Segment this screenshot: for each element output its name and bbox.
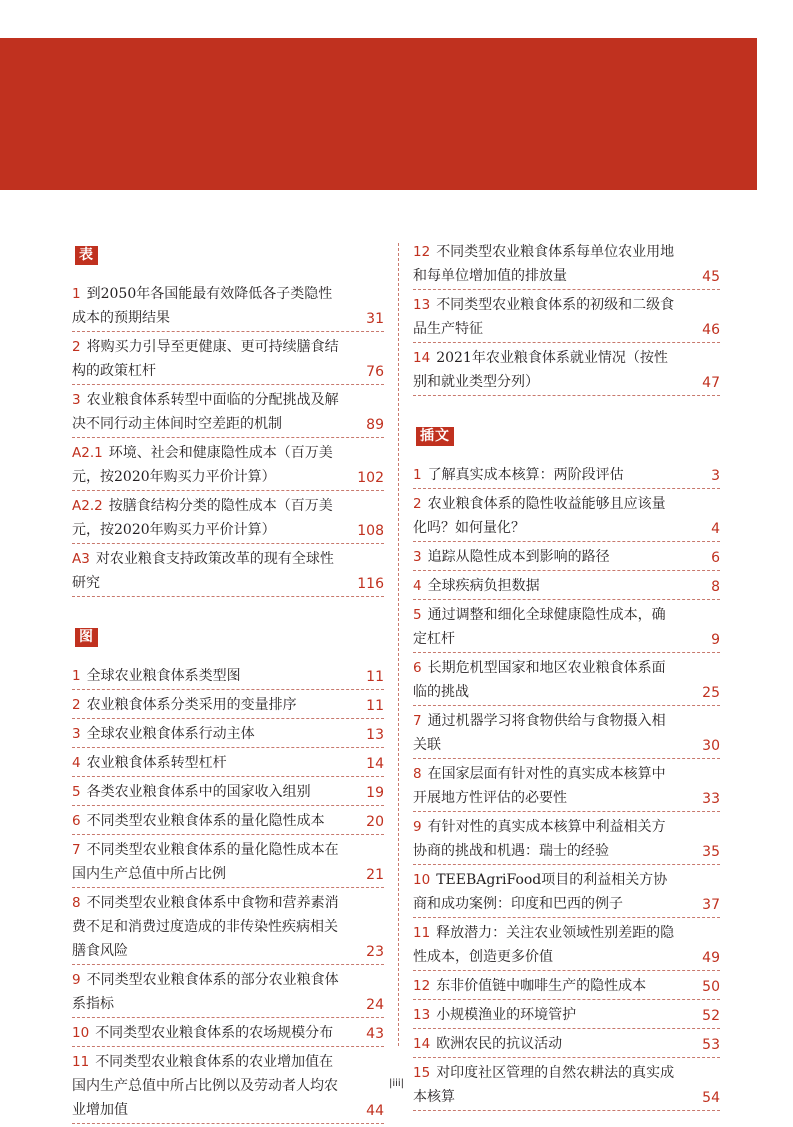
toc-entry-title: 到2050年各国能最有效降低各子类隐性成本的预期结果 xyxy=(72,286,333,326)
toc-entry[interactable] xyxy=(413,656,720,706)
toc-entry-page: 52 xyxy=(702,1008,720,1024)
toc-entry[interactable] xyxy=(413,603,720,653)
toc-entry-number: 4 xyxy=(72,755,81,771)
toc-entry-page: 102 xyxy=(357,470,384,486)
toc-entry-title: 农业粮食体系转型中面临的分配挑战及解决不同行动主体间时空差距的机制 xyxy=(72,392,339,432)
toc-entry-title: 了解真实成本核算：两阶段评估 xyxy=(427,467,624,483)
toc-entry-page: 19 xyxy=(366,785,384,801)
toc-entry-number: 12 xyxy=(413,978,431,994)
toc-entry-title: 不同类型农业粮食体系的农场规模分布 xyxy=(95,1025,334,1041)
toc-entry-page: 49 xyxy=(702,950,720,966)
toc-entry-number: 9 xyxy=(72,972,81,988)
toc-entry[interactable] xyxy=(72,664,384,690)
toc-entry-number: 9 xyxy=(413,819,422,835)
toc-entry-number: A3 xyxy=(72,551,90,567)
toc-entry-number: 11 xyxy=(72,1054,90,1070)
toc-entry[interactable] xyxy=(72,968,384,1018)
tables-heading: 表 xyxy=(75,244,384,264)
toc-entry-page: 46 xyxy=(702,322,720,338)
toc-entry-title: 不同类型农业粮食体系每单位农业用地和每单位增加值的排放量 xyxy=(413,244,675,284)
toc-entry-number: 6 xyxy=(413,660,422,676)
toc-entry[interactable] xyxy=(72,693,384,719)
toc-entry-title: 农业粮食体系转型杠杆 xyxy=(86,755,227,771)
toc-entry-page: 14 xyxy=(366,756,384,772)
toc-entry-title: 各类农业粮食体系中的国家收入组别 xyxy=(86,784,311,800)
toc-entry-number: 2 xyxy=(72,697,81,713)
boxes-heading: 插文 xyxy=(416,425,720,445)
toc-entry-title: 全球疾病负担数据 xyxy=(427,578,540,594)
toc-entry-number: 1 xyxy=(72,286,81,302)
toc-entry[interactable] xyxy=(72,282,384,332)
figures-list xyxy=(72,664,384,1124)
toc-entry[interactable] xyxy=(413,574,720,600)
toc-entry[interactable] xyxy=(413,492,720,542)
toc-entry-number: 1 xyxy=(72,668,81,684)
toc-entry-number: 10 xyxy=(413,872,431,888)
toc-entry-title: TEEBAgriFood项目的利益相关方协商和成功案例：印度和巴西的例子 xyxy=(413,872,668,912)
toc-entry-number: A2.1 xyxy=(72,445,103,461)
toc-entry-title: 全球农业粮食体系类型图 xyxy=(86,668,241,684)
toc-entry-number: 7 xyxy=(72,842,81,858)
toc-entry-page: 37 xyxy=(702,897,720,913)
toc-entry-number: 14 xyxy=(413,1036,431,1052)
toc-entry[interactable] xyxy=(72,441,384,491)
toc-entry-number: 4 xyxy=(413,578,422,594)
toc-entry[interactable] xyxy=(413,815,720,865)
toc-entry-number: 10 xyxy=(72,1025,90,1041)
header-banner xyxy=(0,38,757,190)
toc-entry-number: 5 xyxy=(72,784,81,800)
toc-entry-page: 20 xyxy=(366,814,384,830)
column-divider xyxy=(398,243,399,1046)
toc-entry-page: 43 xyxy=(366,1026,384,1042)
tables-list xyxy=(72,282,384,597)
toc-entry-number: A2.2 xyxy=(72,498,103,514)
toc-entry[interactable] xyxy=(72,780,384,806)
toc-entry[interactable] xyxy=(413,293,720,343)
toc-entry-title: 环境、社会和健康隐性成本（百万美元，按2020年购买力平价计算） xyxy=(72,445,333,485)
toc-entry-title: 不同类型农业粮食体系的部分农业粮食体系指标 xyxy=(72,972,339,1012)
toc-entry-page: 8 xyxy=(711,579,720,595)
toc-entry-page: 9 xyxy=(711,632,720,648)
toc-entry-page: 89 xyxy=(366,417,384,433)
toc-entry-page: 76 xyxy=(366,364,384,380)
toc-entry[interactable] xyxy=(413,762,720,812)
toc-entry-page: 45 xyxy=(702,269,720,285)
figures-list-continued xyxy=(413,240,720,396)
toc-entry[interactable] xyxy=(72,838,384,888)
toc-entry-number: 14 xyxy=(413,350,431,366)
toc-entry-title: 在国家层面有针对性的真实成本核算中开展地方性评估的必要性 xyxy=(413,766,666,806)
toc-entry-number: 15 xyxy=(413,1065,431,1081)
toc-entry-page: 50 xyxy=(702,979,720,995)
toc-entry-page: 108 xyxy=(357,523,384,539)
toc-entry-page: 11 xyxy=(366,669,384,685)
toc-entry-title: 不同类型农业粮食体系中食物和营养素消费不足和消费过度造成的非传染性疾病相关膳食风险 xyxy=(72,895,339,959)
toc-entry-page: 6 xyxy=(711,550,720,566)
toc-entry-page: 21 xyxy=(366,867,384,883)
toc-entry-page: 35 xyxy=(702,844,720,860)
toc-entry-page: 44 xyxy=(366,1103,384,1119)
toc-entry-number: 13 xyxy=(413,297,431,313)
toc-entry-title: 对印度社区管理的自然农耕法的真实成本核算 xyxy=(413,1065,675,1105)
toc-entry-number: 13 xyxy=(413,1007,431,1023)
toc-left-column xyxy=(72,240,384,1127)
toc-entry-title: 不同类型农业粮食体系的农业增加值在国内生产总值中所占比例以及劳动者人均农业增加值 xyxy=(72,1054,338,1118)
toc-entry[interactable] xyxy=(72,388,384,438)
toc-entry-page: 116 xyxy=(357,576,384,592)
toc-entry-number: 3 xyxy=(72,726,81,742)
toc-entry[interactable] xyxy=(413,545,720,571)
toc-entry-page: 47 xyxy=(702,375,720,391)
toc-entry-page: 23 xyxy=(366,944,384,960)
toc-entry[interactable] xyxy=(413,974,720,1000)
toc-entry-number: 1 xyxy=(413,467,422,483)
toc-entry[interactable] xyxy=(72,751,384,777)
toc-entry-title: 农业粮食体系的隐性收益能够且应该量化吗？如何量化？ xyxy=(413,496,666,536)
toc-entry-page: 4 xyxy=(711,521,720,537)
figures-heading: 图 xyxy=(75,626,384,646)
toc-right-column xyxy=(413,240,720,1114)
toc-entry-number: 6 xyxy=(72,813,81,829)
toc-entry-title: 东非价值链中咖啡生产的隐性成本 xyxy=(436,978,647,994)
toc-entry-number: 8 xyxy=(413,766,422,782)
toc-entry[interactable] xyxy=(72,494,384,544)
toc-entry-page: 54 xyxy=(702,1090,720,1106)
toc-entry[interactable] xyxy=(413,1032,720,1058)
toc-entry-number: 12 xyxy=(413,244,431,260)
toc-entry-page: 24 xyxy=(366,997,384,1013)
toc-entry-number: 3 xyxy=(72,392,81,408)
toc-entry-title: 欧洲农民的抗议活动 xyxy=(436,1036,563,1052)
toc-entry-number: 5 xyxy=(413,607,422,623)
toc-entry[interactable] xyxy=(413,868,720,918)
toc-entry[interactable] xyxy=(72,891,384,965)
toc-entry[interactable] xyxy=(413,463,720,489)
toc-entry[interactable] xyxy=(72,1021,384,1047)
toc-entry-title: 2021年农业粮食体系就业情况（按性别和就业类型分列） xyxy=(413,350,668,390)
toc-entry[interactable] xyxy=(413,240,720,290)
toc-entry-title: 追踪从隐性成本到影响的路径 xyxy=(427,549,610,565)
boxes-list xyxy=(413,463,720,1111)
toc-entry-page: 30 xyxy=(702,738,720,754)
toc-entry-title: 有针对性的真实成本核算中利益相关方协商的挑战和机遇：瑞士的经验 xyxy=(413,819,666,859)
toc-entry[interactable] xyxy=(413,346,720,396)
toc-entry-number: 3 xyxy=(413,549,422,565)
toc-entry-page: 13 xyxy=(366,727,384,743)
toc-entry-title: 按膳食结构分类的隐性成本（百万美元，按2020年购买力平价计算） xyxy=(72,498,333,538)
toc-entry[interactable] xyxy=(72,809,384,835)
toc-entry-page: 53 xyxy=(702,1037,720,1053)
toc-entry-number: 2 xyxy=(413,496,422,512)
toc-entry[interactable] xyxy=(413,921,720,971)
toc-entry-number: 7 xyxy=(413,713,422,729)
toc-entry-title: 不同类型农业粮食体系的初级和二级食品生产特征 xyxy=(413,297,675,337)
toc-entry[interactable] xyxy=(72,547,384,597)
toc-entry-page: 11 xyxy=(366,698,384,714)
toc-entry-page: 33 xyxy=(702,791,720,807)
toc-entry[interactable] xyxy=(72,722,384,748)
toc-entry-number: 11 xyxy=(413,925,431,941)
toc-entry-title: 通过调整和细化全球健康隐性成本，确定杠杆 xyxy=(413,607,666,647)
toc-entry-title: 不同类型农业粮食体系的量化隐性成本 xyxy=(86,813,325,829)
toc-entry-number: 2 xyxy=(72,339,81,355)
toc-entry-title: 通过机器学习将食物供给与食物摄入相关联 xyxy=(413,713,666,753)
toc-entry-title: 释放潜力：关注农业领域性别差距的隐性成本，创造更多价值 xyxy=(413,925,675,965)
toc-entry-number: 8 xyxy=(72,895,81,911)
toc-entry-title: 对农业粮食支持政策改革的现有全球性研究 xyxy=(72,551,334,591)
page-number: |iii| xyxy=(388,1078,405,1089)
toc-entry-title: 全球农业粮食体系行动主体 xyxy=(86,726,255,742)
toc-entry-page: 25 xyxy=(702,685,720,701)
toc-entry-title: 农业粮食体系分类采用的变量排序 xyxy=(86,697,297,713)
toc-entry-title: 长期危机型国家和地区农业粮食体系面临的挑战 xyxy=(413,660,666,700)
toc-entry-title: 将购买力引导至更健康、更可持续膳食结构的政策杠杆 xyxy=(72,339,339,379)
toc-entry[interactable] xyxy=(413,709,720,759)
toc-entry-page: 31 xyxy=(366,311,384,327)
toc-entry-page: 3 xyxy=(711,468,720,484)
toc-entry[interactable] xyxy=(413,1003,720,1029)
toc-entry-title: 小规模渔业的环境管护 xyxy=(436,1007,577,1023)
toc-entry[interactable] xyxy=(72,335,384,385)
toc-entry-title: 不同类型农业粮食体系的量化隐性成本在国内生产总值中所占比例 xyxy=(72,842,339,882)
